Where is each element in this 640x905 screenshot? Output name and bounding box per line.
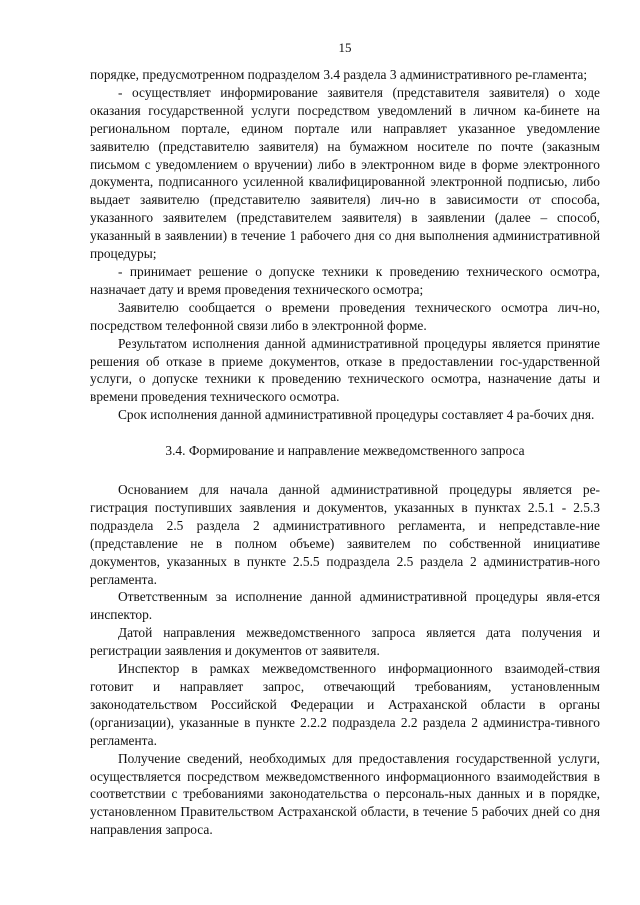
page-number: 15: [338, 40, 352, 55]
document-body: [90, 66, 600, 839]
paragraph: Инспектор в рамках межведомственного информационного взаимодей-ствия готовит и направляет запрос, отвечающий требованиям, установленным законодательством Российской Федерации и Астраханской области в органы (организации), указанные в пункте 2.2.2 подраздела 2.2 раздела 2 администра-тивного регламента.: [90, 661, 600, 748]
paragraph: Результатом исполнения данной административной процедуры является принятие решения об отказе в приеме документов, отказе в предоставлении гос-ударственной услуги, о допуске техники к проведению технического осмотра, назначение даты и времени проведения технического осмотра.: [90, 335, 600, 405]
paragraph: - осуществляет информирование заявителя (представителя заявителя) о ходе оказания государственной услуги посредством уведомлений в личном ка-бинете на региональном портале, едином портале или направляет указанное уведомление заявителю (представителю заявителя) на бумажном носителе по почте (заказным письмом с уведомлением о вручении) либо в электронном виде в форме электронного документа, подписанного усиленной квалифицированной электронной подписью, либо выдает заявителю (представителю заявителя) лич-но в зависимости от способа, указанного заявителем (представителем заявителя) в заявлении (далее – способ, указанный в заявлении) в течение 1 рабочего дня со дня выполнения административной процедуры;: [90, 84, 600, 262]
paragraph: - принимает решение о допуске техники к проведению технического осмотра, назначает дату и время проведения технического осмотра;: [90, 263, 600, 297]
paragraph: Датой направления межведомственного запроса является дата получения и регистрации заявления и документов от заявителя.: [90, 625, 600, 659]
paragraph: Основанием для начала данной административной процедуры является ре-гистрация поступивших заявления и документов, указанных в пунктах 2.5.1 - 2.5.3 подраздела 2.5 раздела 2 административного регламента, и непредставле-ние (представление не в полном объеме) заявителем по собственной инициативе документов, указанных в пункте 2.5.5 подраздела 2.5 раздела 2 административ-ного регламента.: [90, 482, 600, 587]
paragraph: Заявителю сообщается о времени проведения технического осмотра лич-но, посредством телефонной связи либо в электронной форме.: [90, 299, 600, 333]
paragraph: Ответственным за исполнение данной административной процедуры явля-ется инспектор.: [90, 589, 600, 623]
spacer: [90, 460, 600, 481]
spacer: [90, 424, 600, 442]
paragraph: Срок исполнения данной административной процедуры составляет 4 ра-бочих дня.: [118, 407, 595, 423]
section-heading: 3.4. Формирование и направление межведомственного запроса: [165, 443, 525, 459]
document-page: [90, 0, 600, 905]
paragraph: Получение сведений, необходимых для предоставления государственной услуги, осуществляется посредством межведомственного информационного взаимодействия в соответствии с требованиями законодательства о персональ-ных данных и в порядке, установленном Правительством Астраханской области, в течение 5 рабочих дней со дня направления запроса.: [90, 750, 600, 838]
paragraph: порядке, предусмотренном подразделом 3.4 раздела 3 административного ре-гламента;: [90, 67, 588, 82]
